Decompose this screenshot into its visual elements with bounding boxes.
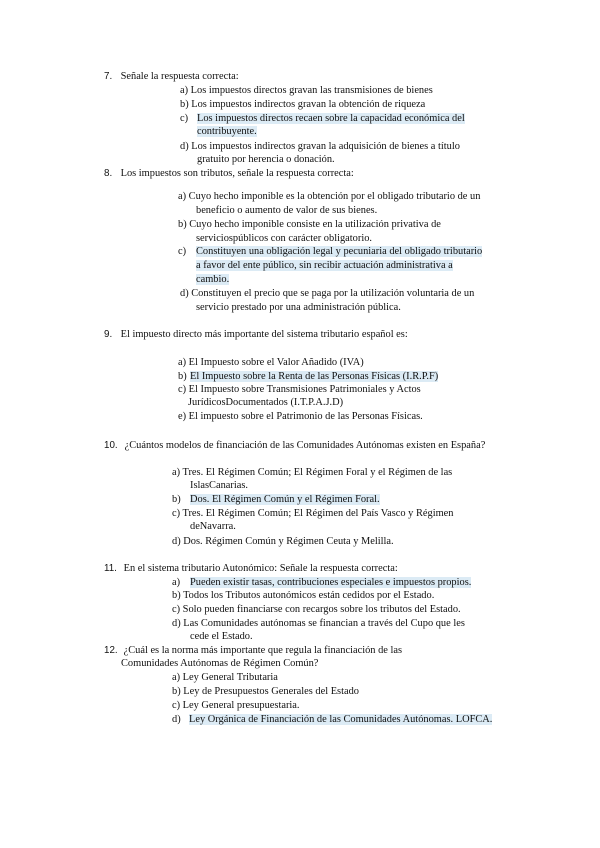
question-text: ¿Cuántos modelos de financiación de las Comunidades Autónomas existen en España? — [124, 440, 486, 451]
answer-option: a) Cuyo hecho imponible es la obtención por el obligado tributario de un — [178, 191, 481, 202]
question-8 — [104, 167, 354, 180]
highlighted-answer: Ley Orgánica de Financiación de las Comunidades Autónomas. LOFCA. — [189, 714, 493, 725]
answer-option: d) Constituyen el precio que se paga por la utilización voluntaria de un — [180, 288, 475, 299]
answer-option-correct-cont — [197, 125, 257, 138]
answer-option-cont: IslasCanarias. — [190, 480, 248, 491]
option-label: a) — [172, 577, 181, 588]
highlighted-answer: cambio. — [196, 274, 230, 285]
answer-option-correct-cont — [196, 259, 453, 272]
highlighted-answer: a favor del ente público, sin recibir actuación administrativa a — [196, 260, 453, 271]
question-number: 7. — [104, 71, 113, 82]
answer-option-correct — [172, 576, 471, 589]
answer-option: d) Los impuestos indirectos gravan la adquisición de bienes a título — [180, 141, 460, 152]
answer-option: d) Dos. Régimen Común y Régimen Ceuta y Melilla. — [172, 536, 394, 547]
answer-option-cont: beneficio o aumento de valor de sus bienes. — [196, 205, 378, 216]
answer-option-correct — [180, 112, 465, 125]
question-text-cont: Comunidades Autónomas de Régimen Común? — [121, 658, 319, 669]
question-number: 8. — [104, 168, 113, 179]
answer-option: a) Los impuestos directos gravan las transmisiones de bienes — [180, 85, 433, 96]
question-text: Los impuestos son tributos, señale la respuesta correcta: — [120, 168, 354, 179]
answer-option-correct — [178, 370, 438, 383]
option-label: d) — [172, 714, 181, 725]
question-text: ¿Cuál es la norma más importante que regula la financiación de las — [123, 645, 403, 656]
option-label: b) — [172, 494, 181, 505]
question-text: En el sistema tributario Autonómico: Señale la respuesta correcta: — [123, 563, 398, 574]
answer-option: a) Tres. El Régimen Común; El Régimen Foral y el Régimen de las — [172, 467, 453, 478]
answer-option-cont: gratuito por herencia o donación. — [197, 154, 335, 165]
highlighted-answer: Constituyen una obligación legal y pecuniaria del obligado tributario — [196, 246, 483, 257]
answer-option: a) El Impuesto sobre el Valor Añadido (IVA) — [178, 357, 364, 368]
question-number: 11. — [104, 563, 117, 574]
answer-option-correct — [172, 493, 380, 506]
answer-option: d) Las Comunidades autónomas se financian a través del Cupo que les — [172, 618, 465, 629]
answer-option: c) El Impuesto sobre Transmisiones Patrimoniales y Actos — [178, 384, 421, 395]
question-text: Señale la respuesta correcta: — [120, 71, 239, 82]
answer-option-cont: cede el Estado. — [190, 631, 253, 642]
question-7 — [104, 70, 239, 83]
question-12 — [104, 644, 402, 657]
answer-option: e) El impuesto sobre el Patrimonio de las Personas Físicas. — [178, 411, 423, 422]
answer-option-cont: servicio prestado por una administración pública. — [196, 302, 401, 313]
answer-option-correct-cont — [196, 273, 229, 286]
answer-option-cont: deNavarra. — [190, 521, 236, 532]
option-label: c) — [180, 113, 189, 124]
answer-option: a) Ley General Tributaria — [172, 672, 278, 683]
question-number: 10. — [104, 440, 118, 451]
question-9 — [104, 328, 408, 341]
highlighted-answer: El Impuesto sobre la Renta de las Personas Físicas (I.R.P.F) — [190, 371, 439, 382]
answer-option: c) Ley General presupuestaria. — [172, 700, 300, 711]
answer-option: b) Ley de Presupuestos Generales del Estado — [172, 686, 359, 697]
highlighted-answer: Pueden existir tasas, contribuciones especiales e impuestos propios. — [190, 577, 472, 588]
answer-option: c) Solo pueden financiarse con recargos sobre los tributos del Estado. — [172, 604, 461, 615]
option-label: c) — [178, 246, 187, 257]
answer-option: b) Todos los Tributos autonómicos están cedidos por el Estado. — [172, 590, 435, 601]
answer-option-cont: JurídicosDocumentados (I.T.P.A.J.D) — [188, 397, 344, 408]
answer-option-correct — [172, 713, 492, 726]
highlighted-answer: contribuyente. — [197, 126, 257, 137]
question-number: 12. — [104, 645, 118, 656]
answer-option: b) Los impuestos indirectos gravan la obtención de riqueza — [180, 99, 426, 110]
answer-option: b) Cuyo hecho imponible consiste en la utilización privativa de — [178, 219, 441, 230]
question-10 — [104, 439, 485, 452]
highlighted-answer: Los impuestos directos recaen sobre la capacidad económica del — [197, 113, 465, 124]
question-text: El impuesto directo más importante del sistema tributario español es: — [120, 329, 408, 340]
question-number: 9. — [104, 329, 113, 340]
answer-option-correct — [178, 245, 482, 258]
highlighted-answer: Dos. El Régimen Común y el Régimen Foral. — [190, 494, 380, 505]
answer-option-cont: serviciospúblicos con carácter obligatorio. — [196, 233, 373, 244]
answer-option: c) Tres. El Régimen Común; El Régimen del País Vasco y Régimen — [172, 508, 454, 519]
question-11 — [104, 562, 398, 575]
option-label: b) — [178, 371, 187, 382]
